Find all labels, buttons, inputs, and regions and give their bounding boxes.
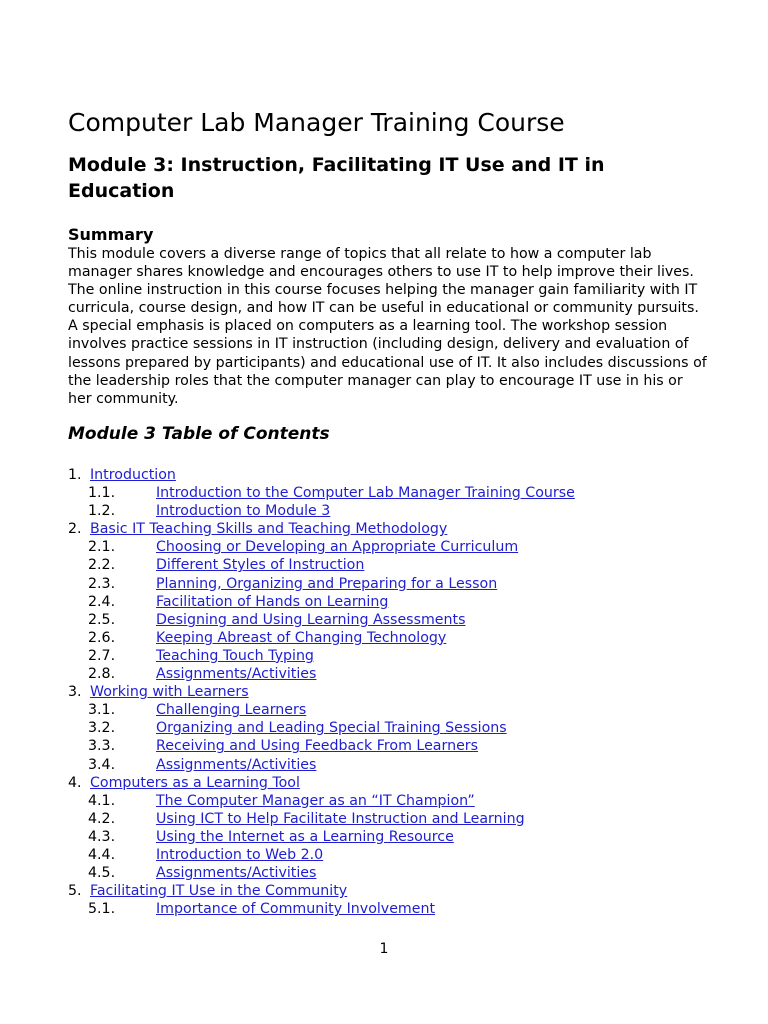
- toc-section-link[interactable]: Basic IT Teaching Skills and Teaching Methodology: [90, 521, 448, 538]
- toc-subsection: [68, 900, 708, 918]
- toc-subsection: [68, 665, 708, 683]
- toc-section: [68, 882, 708, 900]
- toc-subsection: [68, 719, 708, 737]
- toc-subsection: [68, 828, 708, 846]
- document-title: Computer Lab Manager Training Course: [68, 108, 565, 137]
- toc-subsection-link[interactable]: Receiving and Using Feedback From Learners: [156, 738, 479, 755]
- table-of-contents: [68, 466, 708, 918]
- toc-section-number: 1.: [68, 467, 82, 483]
- toc-subsection: [68, 502, 708, 520]
- toc-subsection-number: 3.1.: [88, 702, 116, 719]
- toc-subsection-link[interactable]: Teaching Touch Typing: [156, 647, 314, 664]
- toc-subsection-number: 2.3.: [88, 575, 116, 592]
- toc-section-number: 4.: [68, 774, 82, 791]
- toc-section-number: 2.: [68, 521, 82, 538]
- toc-subsection-link[interactable]: Different Styles of Instruction: [156, 557, 365, 574]
- toc-subsection: [68, 810, 708, 828]
- toc-section: [68, 774, 708, 792]
- toc-subsection-number: 3.3.: [88, 738, 116, 755]
- toc-subsection-link[interactable]: Importance of Community Involvement: [156, 901, 436, 918]
- toc-subsection-number: 1.1.: [88, 485, 116, 502]
- module-heading: Module 3: Instruction, Facilitating IT Use and IT in Education: [68, 154, 605, 202]
- toc-subsection-link[interactable]: Introduction to Module 3: [156, 503, 331, 520]
- toc-subsection: [68, 593, 708, 611]
- toc-subsection-number: 4.1.: [88, 792, 116, 809]
- toc-section: [68, 520, 708, 538]
- toc-subsection-number: 4.3.: [88, 828, 116, 845]
- toc-subsection: [68, 737, 708, 755]
- toc-subsection: [68, 647, 708, 665]
- toc-subsection-link[interactable]: Choosing or Developing an Appropriate Curriculum: [156, 539, 519, 556]
- toc-section: [68, 683, 708, 701]
- page-number: 1: [379, 941, 389, 957]
- toc-subsection: [68, 611, 708, 629]
- toc-subsection: [68, 484, 708, 502]
- toc-section-link[interactable]: Working with Learners: [90, 684, 249, 701]
- toc-subsection: [68, 864, 708, 882]
- toc-subsection-number: 3.4.: [88, 756, 116, 773]
- toc-subsection-link[interactable]: Challenging Learners: [156, 702, 307, 719]
- toc-section-link[interactable]: Computers as a Learning Tool: [90, 774, 300, 791]
- toc-subsection-link[interactable]: Assignments/Activities: [156, 666, 317, 683]
- toc-section-link[interactable]: Facilitating IT Use in the Community: [90, 883, 348, 900]
- toc-subsection: [68, 538, 708, 556]
- toc-subsection-link[interactable]: The Computer Manager as an “IT Champion”: [156, 792, 475, 809]
- toc-subsection-link[interactable]: Designing and Using Learning Assessments: [156, 611, 466, 628]
- toc-subsection-number: 5.1.: [88, 901, 116, 918]
- toc-subsection: [68, 792, 708, 810]
- toc-heading: Module 3 Table of Contents: [68, 424, 330, 444]
- toc-subsection-link[interactable]: Assignments/Activities: [156, 756, 317, 773]
- toc-subsection: [68, 575, 708, 593]
- toc-subsection-number: 4.2.: [88, 810, 116, 827]
- toc-subsection: [68, 756, 708, 774]
- toc-subsection: [68, 629, 708, 647]
- toc-subsection: [68, 846, 708, 864]
- toc-section: [68, 466, 708, 484]
- toc-subsection: [68, 556, 708, 574]
- toc-subsection-number: 2.2.: [88, 557, 116, 574]
- toc-subsection-number: 2.7.: [88, 647, 116, 664]
- toc-subsection-number: 4.4.: [88, 846, 116, 863]
- toc-subsection-number: 1.2.: [88, 503, 116, 520]
- toc-subsection-link[interactable]: Facilitation of Hands on Learning: [156, 593, 389, 610]
- toc-subsection-link[interactable]: Keeping Abreast of Changing Technology: [156, 629, 447, 646]
- toc-subsection-number: 2.1.: [88, 539, 116, 556]
- toc-subsection-link[interactable]: Assignments/Activities: [156, 865, 317, 882]
- toc-section-link[interactable]: Introduction: [90, 467, 176, 483]
- toc-subsection-number: 2.4.: [88, 593, 116, 610]
- toc-section-number: 3.: [68, 684, 82, 701]
- toc-subsection-link[interactable]: Introduction to Web 2.0: [156, 846, 324, 863]
- toc-subsection-number: 3.2.: [88, 720, 116, 737]
- toc-subsection-link[interactable]: Introduction to the Computer Lab Manager Training Course: [156, 485, 575, 502]
- toc-subsection: [68, 701, 708, 719]
- toc-subsection-number: 2.5.: [88, 611, 116, 628]
- toc-section-number: 5.: [68, 883, 82, 900]
- toc-subsection-number: 2.8.: [88, 666, 116, 683]
- summary-heading: Summary: [68, 225, 154, 244]
- toc-subsection-number: 2.6.: [88, 629, 116, 646]
- toc-subsection-link[interactable]: Organizing and Leading Special Training Sessions: [156, 720, 507, 737]
- toc-subsection-link[interactable]: Using ICT to Help Facilitate Instruction and Learning: [156, 810, 525, 827]
- summary-paragraph: This module covers a diverse range of topics that all relate to how a computer lab manager shares knowledge and encourages others to use IT to help improve their lives. The online instruction in this course focuses helping the manager gain familiarity with IT curricula, course design, and how IT can be useful in educational or community pursuits. A special emphasis is placed on computers as a learning tool. The workshop session involves practice sessions in IT instruction (including design, delivery and evaluation of lessons prepared by participants) and educational use of IT. It also includes discussions of the leadership roles that the computer manager can play to encourage IT use in his or her community.: [68, 246, 707, 407]
- toc-subsection-link[interactable]: Using the Internet as a Learning Resource: [156, 828, 454, 845]
- toc-subsection-link[interactable]: Planning, Organizing and Preparing for a Lesson: [156, 575, 498, 592]
- toc-subsection-number: 4.5.: [88, 865, 116, 882]
